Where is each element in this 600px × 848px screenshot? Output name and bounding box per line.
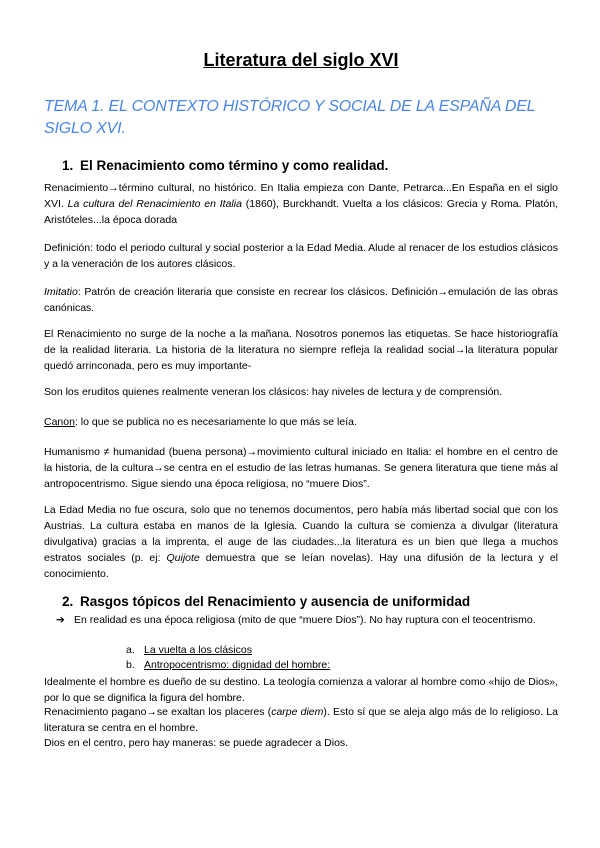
paragraph-dios-centro: Dios en el centro, pero hay maneras: se puede agradecer a Dios. xyxy=(44,737,349,749)
tema-heading: TEMA 1. EL CONTEXTO HISTÓRICO Y SOCIAL DE LA ESPAÑA DEL SIGLO XVI. xyxy=(44,98,536,137)
bullet-epoca-religiosa xyxy=(56,612,558,628)
subitem-a-text: La vuelta a los clásicos xyxy=(144,644,252,656)
section-1-number: 1. xyxy=(62,158,74,173)
subitem-a xyxy=(126,642,252,658)
paragraph-humanismo: Humanismo ≠ humanidad (buena persona)→movimiento cultural iniciado en Italia: el hombre en el centro de la historia, de la cultura→se centra en el estudio de las letras humanas. Se genera literatura que tiene más al antropocentrismo. Sigue siendo una época religiosa, no “muere Dios”. xyxy=(44,446,558,490)
paragraph-imitatio xyxy=(44,284,558,316)
p8-text-b: demuestra que se leían novelas). Hay una difusión de la lectura y el conocimiento. xyxy=(44,552,558,580)
p8-quijote: Quijote xyxy=(166,552,200,564)
p1-text-b: (1860), Burckhandt. Vuelta a los clásicos: Grecia y Roma. Platón, Aristóteles...la época dorada xyxy=(44,198,558,226)
subitem-a-label: a. xyxy=(126,644,135,656)
imitatio-term: Imitatio xyxy=(44,286,78,298)
page-title: Literatura del siglo XVI xyxy=(203,50,399,70)
q2-text-a: Renacimiento pagano→se exaltan los placeres ( xyxy=(44,706,272,718)
section-2-heading xyxy=(62,594,470,609)
paragraph-renacimiento-pagano xyxy=(44,704,558,736)
section-2-number: 2. xyxy=(62,594,74,609)
arrow-bullet-icon: ➔ xyxy=(56,614,65,626)
imitatio-text: : Patrón de creación literaria que consiste en recrear los clásicos. Definición→emulación de las obras canónicas. xyxy=(44,286,558,314)
paragraph-edad-media xyxy=(44,502,558,582)
p8-text-a: La Edad Media no fue oscura, solo que no tenemos documentos, pero había más libertad social que con los Austrias. La cultura estaba en manos de la Iglesia. Cuando la cultura se comienza a divulgar (literatura divulgativa) gracias a la imprenta, el auge de las ciudades...la literatura es un bien que llega a muchos estratos sociales (p. ej: xyxy=(44,504,558,564)
q2-text-b: ). Esto sí que se aleja algo más de lo religioso. La literatura se centra en el hombre. xyxy=(44,706,558,734)
subitem-b xyxy=(126,657,331,673)
paragraph-canon xyxy=(44,414,558,430)
paragraph-definicion: Definición: todo el periodo cultural y social posterior a la Edad Media. Alude al renacer de los estudios clásicos y a la veneración de los autores clásicos. xyxy=(44,242,558,270)
section-2-title: Rasgos tópicos del Renacimiento y ausencia de uniformidad xyxy=(80,594,471,609)
paragraph-dueno-destino: Idealmente el hombre es dueño de su destino. La teología comienza a valorar al hombre como «hijo de Dios», por lo que se dignifica la figura del hombre. xyxy=(44,676,558,704)
canon-term: Canon xyxy=(44,416,75,428)
carpe-diem: carpe diem xyxy=(271,706,324,718)
section-1-heading xyxy=(62,158,388,173)
canon-text: : lo que se publica no es necesariamente lo que más se leía. xyxy=(74,416,357,428)
bullet-text: En realidad es una época religiosa (mito de que “muere Dios”). No hay ruptura con el teocentrismo. xyxy=(74,614,536,626)
paragraph-no-surge: El Renacimiento no surge de la noche a la mañana. Nosotros ponemos las etiquetas. Se hace historiografía de la realidad literaria. La historia de la literatura no siempre refleja la realidad social→la literatura popular quedó arrinconada, pero es muy importante- xyxy=(44,328,558,372)
paragraph-renacimiento xyxy=(44,180,558,228)
p1-book-title: La cultura del Renacimiento en Italia xyxy=(67,198,242,210)
p1-text-a: Renacimiento→término cultural, no histórico. En Italia empieza con Dante, Petrarca...En España en el siglo XVI. xyxy=(44,182,558,210)
section-1-title: El Renacimiento como término y como realidad. xyxy=(80,158,389,173)
subitem-b-text: Antropocentrismo: dignidad del hombre: xyxy=(144,659,331,671)
paragraph-eruditos: Son los eruditos quienes realmente veneran los clásicos: hay niveles de lectura y de comprensión. xyxy=(44,386,503,398)
subitem-b-label: b. xyxy=(126,659,135,671)
